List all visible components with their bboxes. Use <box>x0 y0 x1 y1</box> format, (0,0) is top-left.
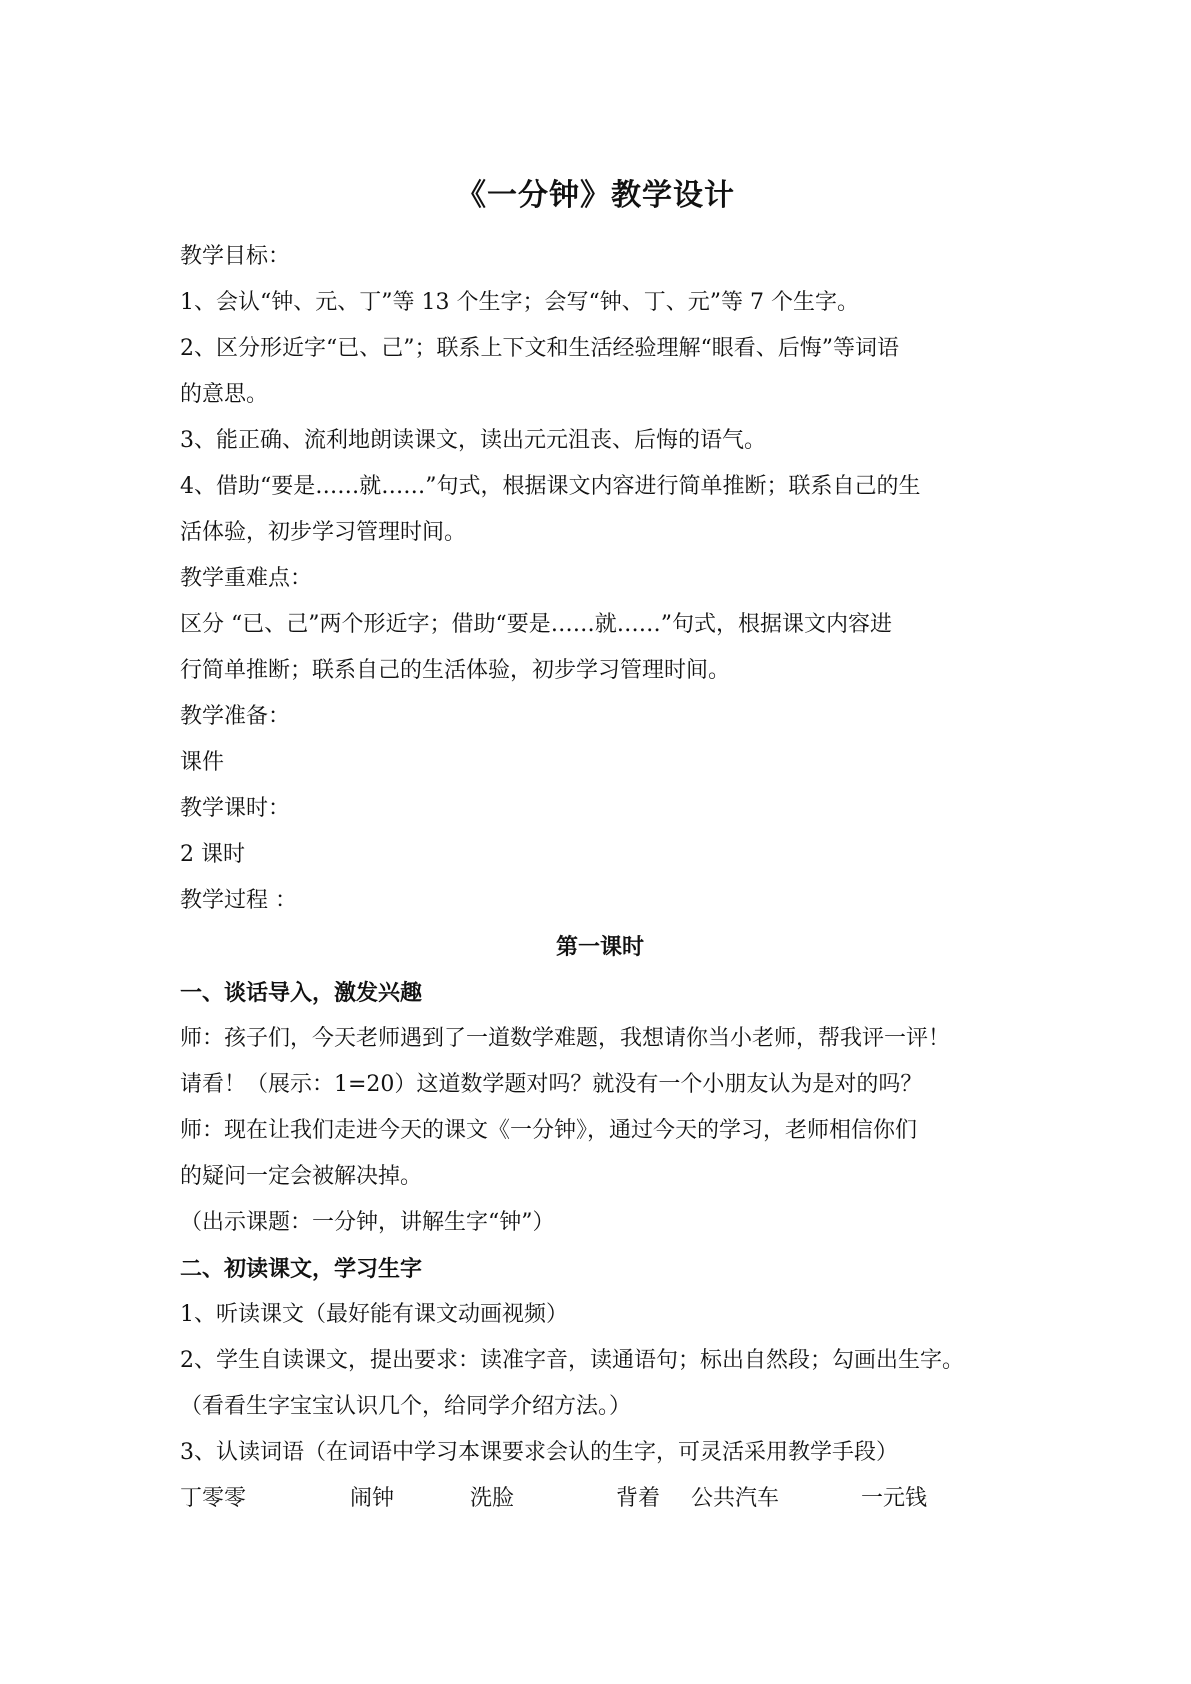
text-line: 1、会认“钟、元、丁”等 13 个生字；会写“钟、丁、元”等 7 个生字。 <box>180 290 859 315</box>
text-line: 1、听读课文（最好能有课文动画视频） <box>180 1302 568 1327</box>
text-line: 2、区分形近字“已、己”；联系上下文和生活经验理解“眼看、后悔”等词语 <box>180 336 899 361</box>
text-line: 教学过程 ： <box>180 888 297 913</box>
section-heading: 一、谈话导入，激发兴趣 <box>180 980 423 1006</box>
text-line: 教学目标： <box>180 244 291 269</box>
vocab-word: 闹钟 <box>350 1486 395 1511</box>
section-heading: 二、初读课文，学习生字 <box>180 1256 423 1282</box>
document-title: 《一分钟》教学设计 <box>456 178 735 213</box>
text-line: 请看！（展示：1=20）这道数学题对吗？就没有一个小朋友认为是对的吗？ <box>180 1072 923 1097</box>
text-line: 2 课时 <box>180 842 245 867</box>
vocab-word: 洗脸 <box>470 1486 515 1511</box>
text-line: 教学课时： <box>180 796 291 821</box>
vocab-word: 丁零零 <box>180 1486 247 1511</box>
document-body <box>180 234 1020 1522</box>
text-line: 3、能正确、流利地朗读课文，读出元元沮丧、后悔的语气。 <box>180 428 766 453</box>
text-line: （看看生字宝宝认识几个，给同学介绍方法。） <box>180 1394 632 1419</box>
text-line: 教学重难点： <box>180 566 313 591</box>
vocabulary-list <box>180 1476 1020 1522</box>
text-line: 区分 “已、己”两个形近字；借助“要是……就……”句式，根据课文内容进 <box>180 612 892 637</box>
text-line: 的意思。 <box>180 382 269 407</box>
text-line: 师：现在让我们走进今天的课文《一分钟》，通过今天的学习，老师相信你们 <box>180 1118 918 1143</box>
vocab-word: 一元钱 <box>861 1486 928 1511</box>
text-line: 课件 <box>180 750 225 775</box>
text-line: 师：孩子们，今天老师遇到了一道数学难题，我想请你当小老师，帮我评一评！ <box>180 1026 951 1051</box>
text-line: 教学准备： <box>180 704 291 729</box>
text-line: 的疑问一定会被解决掉。 <box>180 1164 423 1189</box>
text-line: 行简单推断；联系自己的生活体验，初步学习管理时间。 <box>180 658 731 683</box>
vocab-word: 背着 <box>616 1486 661 1511</box>
text-line: 3、认读词语（在词语中学习本课要求会认的生字，可灵活采用教学手段） <box>180 1440 898 1465</box>
text-line: （出示课题：一分钟，讲解生字“钟”） <box>180 1210 555 1235</box>
section-subtitle: 第一课时 <box>555 934 644 960</box>
vocab-word: 公共汽车 <box>691 1486 780 1511</box>
text-line: 4、借助“要是……就……”句式，根据课文内容进行简单推断；联系自己的生 <box>180 474 921 499</box>
text-line: 2、学生自读课文，提出要求：读准字音，读通语句；标出自然段；勾画出生字。 <box>180 1348 964 1373</box>
text-line: 活体验，初步学习管理时间。 <box>180 520 467 545</box>
